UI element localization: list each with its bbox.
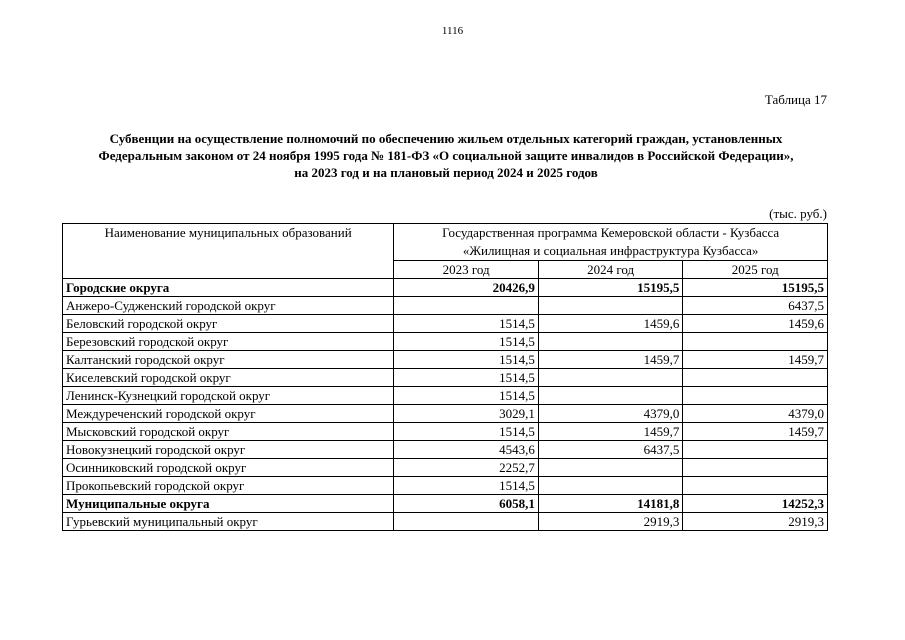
row-name-cell: Беловский городской округ [63, 315, 394, 333]
table-label: Таблица 17 [764, 92, 827, 107]
row-value-2025: 14252,3 [683, 495, 828, 513]
row-value-2025: 15195,5 [683, 279, 828, 297]
row-name-cell: Гурьевский муниципальный округ [63, 513, 394, 531]
table-row [63, 513, 828, 531]
row-value-2025: 1459,7 [683, 351, 828, 369]
row-value-2025: 1459,7 [683, 423, 828, 441]
row-name-cell: Городские округа [63, 279, 394, 297]
table-row [63, 351, 828, 369]
row-name-cell: Ленинск-Кузнецкий городской округ [63, 387, 394, 405]
header-name-cell: Наименование муниципальных образований [63, 224, 394, 279]
header-year-2024: 2024 год [538, 261, 683, 279]
row-value-2025 [683, 369, 828, 387]
row-value-2023: 6058,1 [394, 495, 539, 513]
table-row [63, 495, 828, 513]
row-value-2024: 2919,3 [538, 513, 683, 531]
row-value-2025: 6437,5 [683, 297, 828, 315]
row-value-2024: 1459,6 [538, 315, 683, 333]
row-value-2025: 2919,3 [683, 513, 828, 531]
table-row [63, 405, 828, 423]
row-name-cell: Анжеро-Судженский городской округ [63, 297, 394, 315]
row-value-2024 [538, 477, 683, 495]
row-value-2023 [394, 297, 539, 315]
row-value-2023: 1514,5 [394, 477, 539, 495]
row-value-2023: 1514,5 [394, 387, 539, 405]
row-value-2025 [683, 387, 828, 405]
row-value-2024 [538, 459, 683, 477]
row-name-cell: Прокопьевский городской округ [63, 477, 394, 495]
row-value-2025 [683, 477, 828, 495]
row-name-cell: Новокузнецкий городской округ [63, 441, 394, 459]
header-year-2023: 2023 год [394, 261, 539, 279]
page-number: 1116 [441, 25, 464, 37]
table-row [63, 279, 828, 297]
row-name-cell: Междуреченский городской округ [63, 405, 394, 423]
title-line-2: Федеральным законом от 24 ноября 1995 года № 181-ФЗ «О социальной защите инвалидов в Российской Федерации», [98, 148, 794, 163]
row-value-2023: 3029,1 [394, 405, 539, 423]
row-value-2023: 4543,6 [394, 441, 539, 459]
row-value-2023: 1514,5 [394, 333, 539, 351]
title-line-1: Субвенции на осуществление полномочий по обеспечению жильем отдельных категорий граждан, установленных [109, 131, 783, 146]
header-year-2025: 2025 год [683, 261, 828, 279]
table-row [63, 315, 828, 333]
row-name-cell: Муниципальные округа [63, 495, 394, 513]
table-row [63, 477, 828, 495]
row-value-2025 [683, 459, 828, 477]
header-program-line-2: «Жилищная и социальная инфраструктура Кузбасса» [462, 243, 759, 258]
row-value-2025: 1459,6 [683, 315, 828, 333]
row-value-2023: 1514,5 [394, 315, 539, 333]
row-name-cell: Калтанский городской округ [63, 351, 394, 369]
row-value-2024: 15195,5 [538, 279, 683, 297]
row-value-2024 [538, 297, 683, 315]
row-value-2024: 6437,5 [538, 441, 683, 459]
title-line-3: на 2023 год и на плановый период 2024 и 2025 годов [294, 165, 598, 180]
table-title [62, 130, 830, 181]
row-value-2023: 1514,5 [394, 369, 539, 387]
row-name-cell: Осинниковский городской округ [63, 459, 394, 477]
row-value-2024 [538, 333, 683, 351]
row-value-2025: 4379,0 [683, 405, 828, 423]
row-value-2023: 1514,5 [394, 423, 539, 441]
table-row [63, 369, 828, 387]
table-row [63, 387, 828, 405]
table-row [63, 297, 828, 315]
row-name-cell: Березовский городской округ [63, 333, 394, 351]
row-value-2025 [683, 441, 828, 459]
table-row [63, 423, 828, 441]
row-value-2024: 4379,0 [538, 405, 683, 423]
row-value-2023 [394, 513, 539, 531]
row-value-2024: 14181,8 [538, 495, 683, 513]
row-name-cell: Мысковский городской округ [63, 423, 394, 441]
row-value-2023: 20426,9 [394, 279, 539, 297]
row-value-2023: 1514,5 [394, 351, 539, 369]
table-row [63, 333, 828, 351]
units-label: (тыс. руб.) [769, 206, 827, 221]
row-value-2023: 2252,7 [394, 459, 539, 477]
subsidy-table [62, 223, 828, 531]
header-program-line-1: Государственная программа Кемеровской области - Кузбасса [442, 225, 780, 240]
row-value-2024 [538, 369, 683, 387]
row-value-2025 [683, 333, 828, 351]
header-program-cell [394, 224, 828, 261]
row-value-2024: 1459,7 [538, 351, 683, 369]
table-row [63, 459, 828, 477]
row-name-cell: Киселевский городской округ [63, 369, 394, 387]
header-row [63, 224, 828, 261]
row-value-2024 [538, 387, 683, 405]
row-value-2024: 1459,7 [538, 423, 683, 441]
table-row [63, 441, 828, 459]
